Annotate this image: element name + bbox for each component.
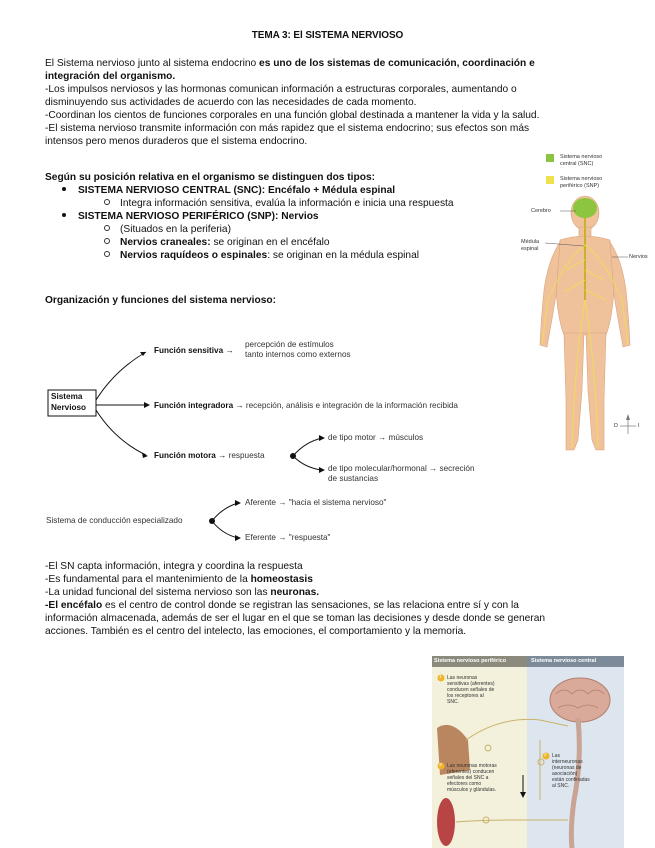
legend-snp: Sistema nervioso periférico (SNP) bbox=[560, 176, 603, 189]
fact-1: -El SN capta información, integra y coordina la respuesta bbox=[45, 561, 303, 572]
page-title: TEMA 3: El SISTEMA NERVIOSO bbox=[251, 30, 404, 41]
system-box: Sistema Nervioso bbox=[51, 392, 87, 412]
intro-line-1: El Sistema nervioso junto al sistema endocrino es uno de los sistemas de comunicación, coordinación e bbox=[45, 58, 535, 69]
snp-sub-1: (Situados en la periferia) bbox=[104, 224, 231, 237]
neuro-n3: 3 bbox=[439, 763, 442, 768]
motor-branch: de tipo motor → músculos bbox=[328, 433, 424, 442]
neuro-n2: 2 bbox=[544, 753, 547, 758]
fact-2: -Es fundamental para el mantenimiento de la homeostasis bbox=[45, 574, 313, 585]
snp-sub-2: Nervios craneales: se originan en el encéfalo bbox=[104, 237, 330, 250]
intro-line-6: -El sistema nervioso transmite información con más rapidez que el sistema endocrino; sus efectos son más bbox=[45, 123, 530, 134]
aferente: Aferente → "hacia el sistema nervioso" bbox=[245, 498, 387, 507]
compass-i: I bbox=[638, 423, 640, 429]
neuro-step-1: Las neuronas sensitivas (aferentes) conducen señales de los receptores al SNC. bbox=[447, 675, 495, 705]
label-medula: Médula espinal bbox=[521, 239, 540, 252]
neuro-n1: 1 bbox=[439, 675, 442, 680]
fact-6: acciones. También es el centro del intelecto, las emociones, el comportamiento y la memoria. bbox=[45, 626, 467, 637]
legend-snc: Sistema nervioso central (SNC) bbox=[560, 154, 603, 167]
fn-motora: Función motora → respuesta bbox=[154, 451, 265, 460]
label-cerebro: Cerebro bbox=[531, 208, 551, 214]
fn-sensitiva: Función sensitiva → bbox=[154, 346, 234, 355]
conduction-label: Sistema de conducción especializado bbox=[46, 516, 183, 525]
snc-sub: Integra información sensitiva, evalúa la información e inicia una respuesta bbox=[104, 198, 454, 211]
fn-sensitiva-desc: percepción de estímulos tanto internos como externos bbox=[245, 340, 351, 359]
neuro-step-2: Las interneuronas (neuronas de asociación) están confinadas al SNC. bbox=[552, 753, 590, 789]
fact-4: -El encéfalo es el centro de control donde se registran las sensaciones, se las relaciona entre sí y con la bbox=[45, 600, 519, 611]
eferente: Eferente → "respuesta" bbox=[245, 533, 331, 542]
fact-5: información almacenada, además de ser el lugar en el que se toman las decisiones y desde donde se generan bbox=[45, 613, 546, 624]
snp-sub-3: Nervios raquídeos o espinales: se originan en la médula espinal bbox=[104, 250, 419, 263]
label-nervios: Nervios bbox=[629, 254, 648, 260]
neuro-head-left: Sistema nervioso periférico bbox=[434, 658, 507, 664]
intro-line-5: -Coordinan los cientos de funciones corporales en una función global destinada a mantener la vida y la salud. bbox=[45, 110, 540, 121]
intro-line-7: intensos pero menos duraderos que el sistema endocrino. bbox=[45, 136, 308, 147]
neuro-step-3: Las neuronas motoras (eferentes) conducen señales del SNC a efectores como músculos y glándulas. bbox=[447, 763, 497, 793]
fact-3: -La unidad funcional del sistema nervioso son las neuronas. bbox=[45, 587, 320, 598]
org-heading: Organización y funciones del sistema nervioso: bbox=[45, 295, 276, 306]
intro-line-3: -Los impulsos nerviosos y las hormonas comunican información a estructuras corporales, aumentando o bbox=[45, 84, 517, 95]
fn-integradora: Función integradora → recepción, análisis e integración de la información recibida bbox=[154, 401, 458, 410]
compass-d: D bbox=[614, 423, 618, 429]
types-heading: Según su posición relativa en el organismo se distinguen dos tipos: bbox=[45, 172, 376, 183]
snp-bullet: SISTEMA NERVIOSO PERIFÉRICO (SNP): Nervios bbox=[62, 211, 319, 224]
snc-bullet: SISTEMA NERVIOSO CENTRAL (SNC): Encéfalo + Médula espinal bbox=[62, 185, 395, 198]
neuro-head-right: Sistema nervioso central bbox=[531, 658, 597, 664]
molecular-branch: de tipo molecular/hormonal → secreción de sustancias bbox=[328, 464, 475, 483]
intro-line-2: integración del organismo. bbox=[45, 71, 176, 82]
intro-line-4: disminuyendo sus actividades de acuerdo con las necesidades de cada momento. bbox=[45, 97, 417, 108]
